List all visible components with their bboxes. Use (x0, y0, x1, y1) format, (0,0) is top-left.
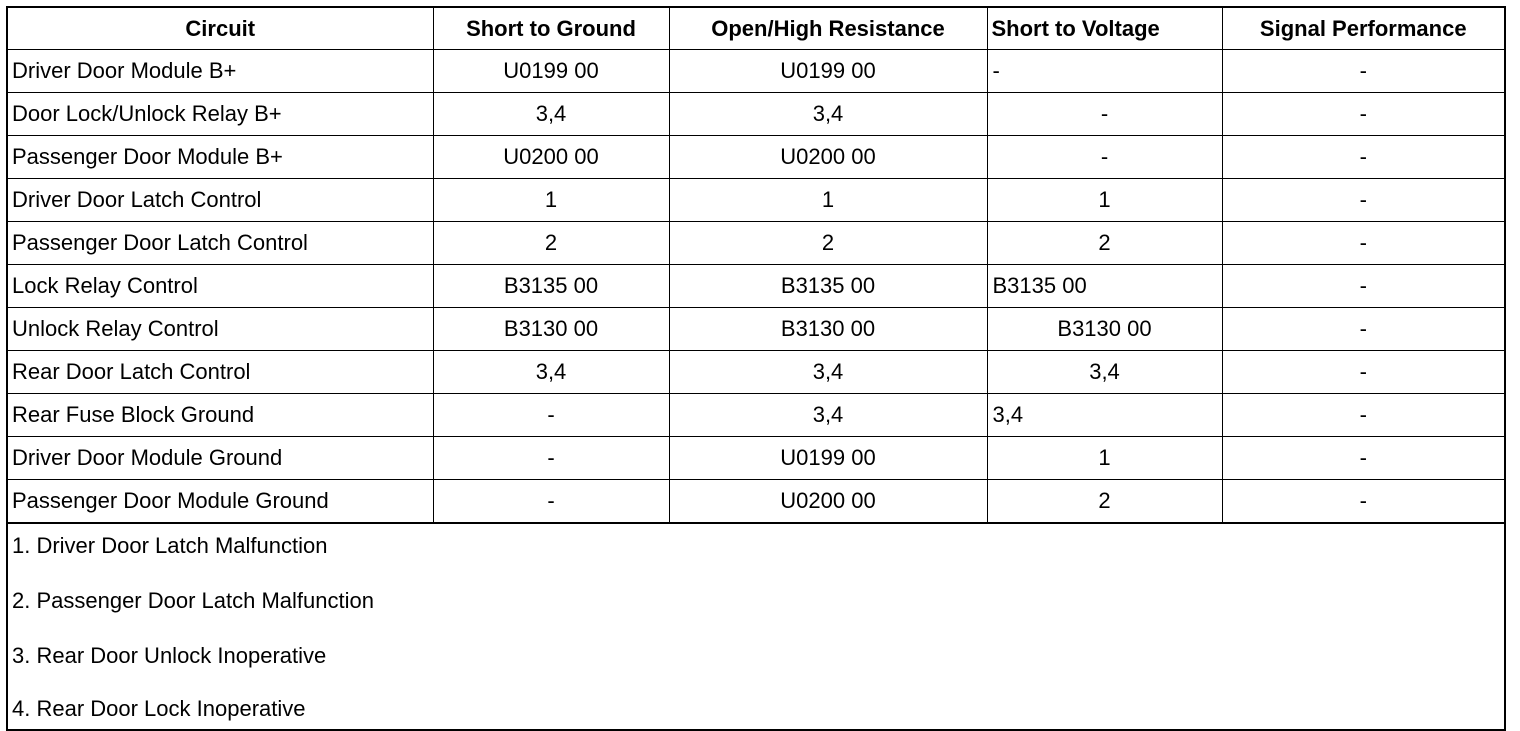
signal-performance-value: - (1222, 179, 1504, 222)
short-to-voltage-value: 2 (987, 480, 1222, 523)
table-row (8, 351, 1504, 394)
short-to-ground-value: 3,4 (433, 351, 669, 394)
short-to-ground-value: - (433, 394, 669, 437)
signal-performance-value: - (1222, 222, 1504, 265)
circuit-name: Rear Door Latch Control (8, 351, 433, 394)
short-to-ground-value: U0200 00 (433, 136, 669, 179)
signal-performance-value: - (1222, 50, 1504, 93)
short-to-ground-value: B3135 00 (433, 265, 669, 308)
short-to-voltage-value: 1 (987, 179, 1222, 222)
short-to-voltage-value: B3130 00 (987, 308, 1222, 351)
circuit-name: Driver Door Module B+ (8, 50, 433, 93)
short-to-ground-value: - (433, 480, 669, 523)
header-open-high-resistance: Open/High Resistance (669, 8, 987, 50)
signal-performance-value: - (1222, 93, 1504, 136)
footnote-3: 3. Rear Door Unlock Inoperative (12, 643, 327, 668)
table-row (8, 394, 1504, 437)
signal-performance-value: - (1222, 480, 1504, 523)
open-high-resistance-value: 3,4 (669, 351, 987, 394)
short-to-voltage-value: B3135 00 (987, 265, 1222, 308)
open-high-resistance-value: U0199 00 (669, 50, 987, 93)
circuit-name: Lock Relay Control (8, 265, 433, 308)
table-row (8, 179, 1504, 222)
short-to-voltage-value: 3,4 (987, 394, 1222, 437)
table-row (8, 222, 1504, 265)
circuit-name: Passenger Door Latch Control (8, 222, 433, 265)
open-high-resistance-value: U0200 00 (669, 136, 987, 179)
header-signal-performance: Signal Performance (1222, 8, 1504, 50)
open-high-resistance-value: B3135 00 (669, 265, 987, 308)
table-row (8, 437, 1504, 480)
circuit-name: Driver Door Latch Control (8, 179, 433, 222)
signal-performance-value: - (1222, 136, 1504, 179)
short-to-voltage-value: - (987, 50, 1222, 93)
table-row (8, 50, 1504, 93)
header-short-to-voltage: Short to Voltage (987, 8, 1222, 50)
open-high-resistance-value: U0200 00 (669, 480, 987, 523)
circuit-name: Rear Fuse Block Ground (8, 394, 433, 437)
open-high-resistance-value: 1 (669, 179, 987, 222)
signal-performance-value: - (1222, 437, 1504, 480)
header-short-to-ground: Short to Ground (433, 8, 669, 50)
signal-performance-value: - (1222, 394, 1504, 437)
circuit-fault-table (8, 8, 1504, 523)
open-high-resistance-value: 3,4 (669, 394, 987, 437)
signal-performance-value: - (1222, 351, 1504, 394)
open-high-resistance-value: U0199 00 (669, 437, 987, 480)
footnote-2: 2. Passenger Door Latch Malfunction (12, 588, 374, 613)
short-to-ground-value: B3130 00 (433, 308, 669, 351)
footnotes (8, 523, 1504, 729)
signal-performance-value: - (1222, 265, 1504, 308)
table-row (8, 308, 1504, 351)
short-to-voltage-value: - (987, 93, 1222, 136)
short-to-voltage-value: - (987, 136, 1222, 179)
circuit-name: Door Lock/Unlock Relay B+ (8, 93, 433, 136)
diagnostic-table-container (6, 6, 1506, 731)
circuit-name: Passenger Door Module Ground (8, 480, 433, 523)
open-high-resistance-value: 3,4 (669, 93, 987, 136)
open-high-resistance-value: B3130 00 (669, 308, 987, 351)
table-row (8, 265, 1504, 308)
header-circuit: Circuit (8, 8, 433, 50)
short-to-ground-value: 1 (433, 179, 669, 222)
header-row (8, 8, 1504, 50)
circuit-name: Driver Door Module Ground (8, 437, 433, 480)
short-to-ground-value: - (433, 437, 669, 480)
table-row (8, 136, 1504, 179)
circuit-name: Passenger Door Module B+ (8, 136, 433, 179)
short-to-ground-value: U0199 00 (433, 50, 669, 93)
table-row (8, 480, 1504, 523)
signal-performance-value: - (1222, 308, 1504, 351)
short-to-voltage-value: 2 (987, 222, 1222, 265)
short-to-voltage-value: 1 (987, 437, 1222, 480)
footnote-4: 4. Rear Door Lock Inoperative (12, 696, 306, 721)
short-to-ground-value: 2 (433, 222, 669, 265)
short-to-voltage-value: 3,4 (987, 351, 1222, 394)
table-row (8, 93, 1504, 136)
short-to-ground-value: 3,4 (433, 93, 669, 136)
circuit-name: Unlock Relay Control (8, 308, 433, 351)
footnote-1: 1. Driver Door Latch Malfunction (12, 533, 328, 558)
open-high-resistance-value: 2 (669, 222, 987, 265)
